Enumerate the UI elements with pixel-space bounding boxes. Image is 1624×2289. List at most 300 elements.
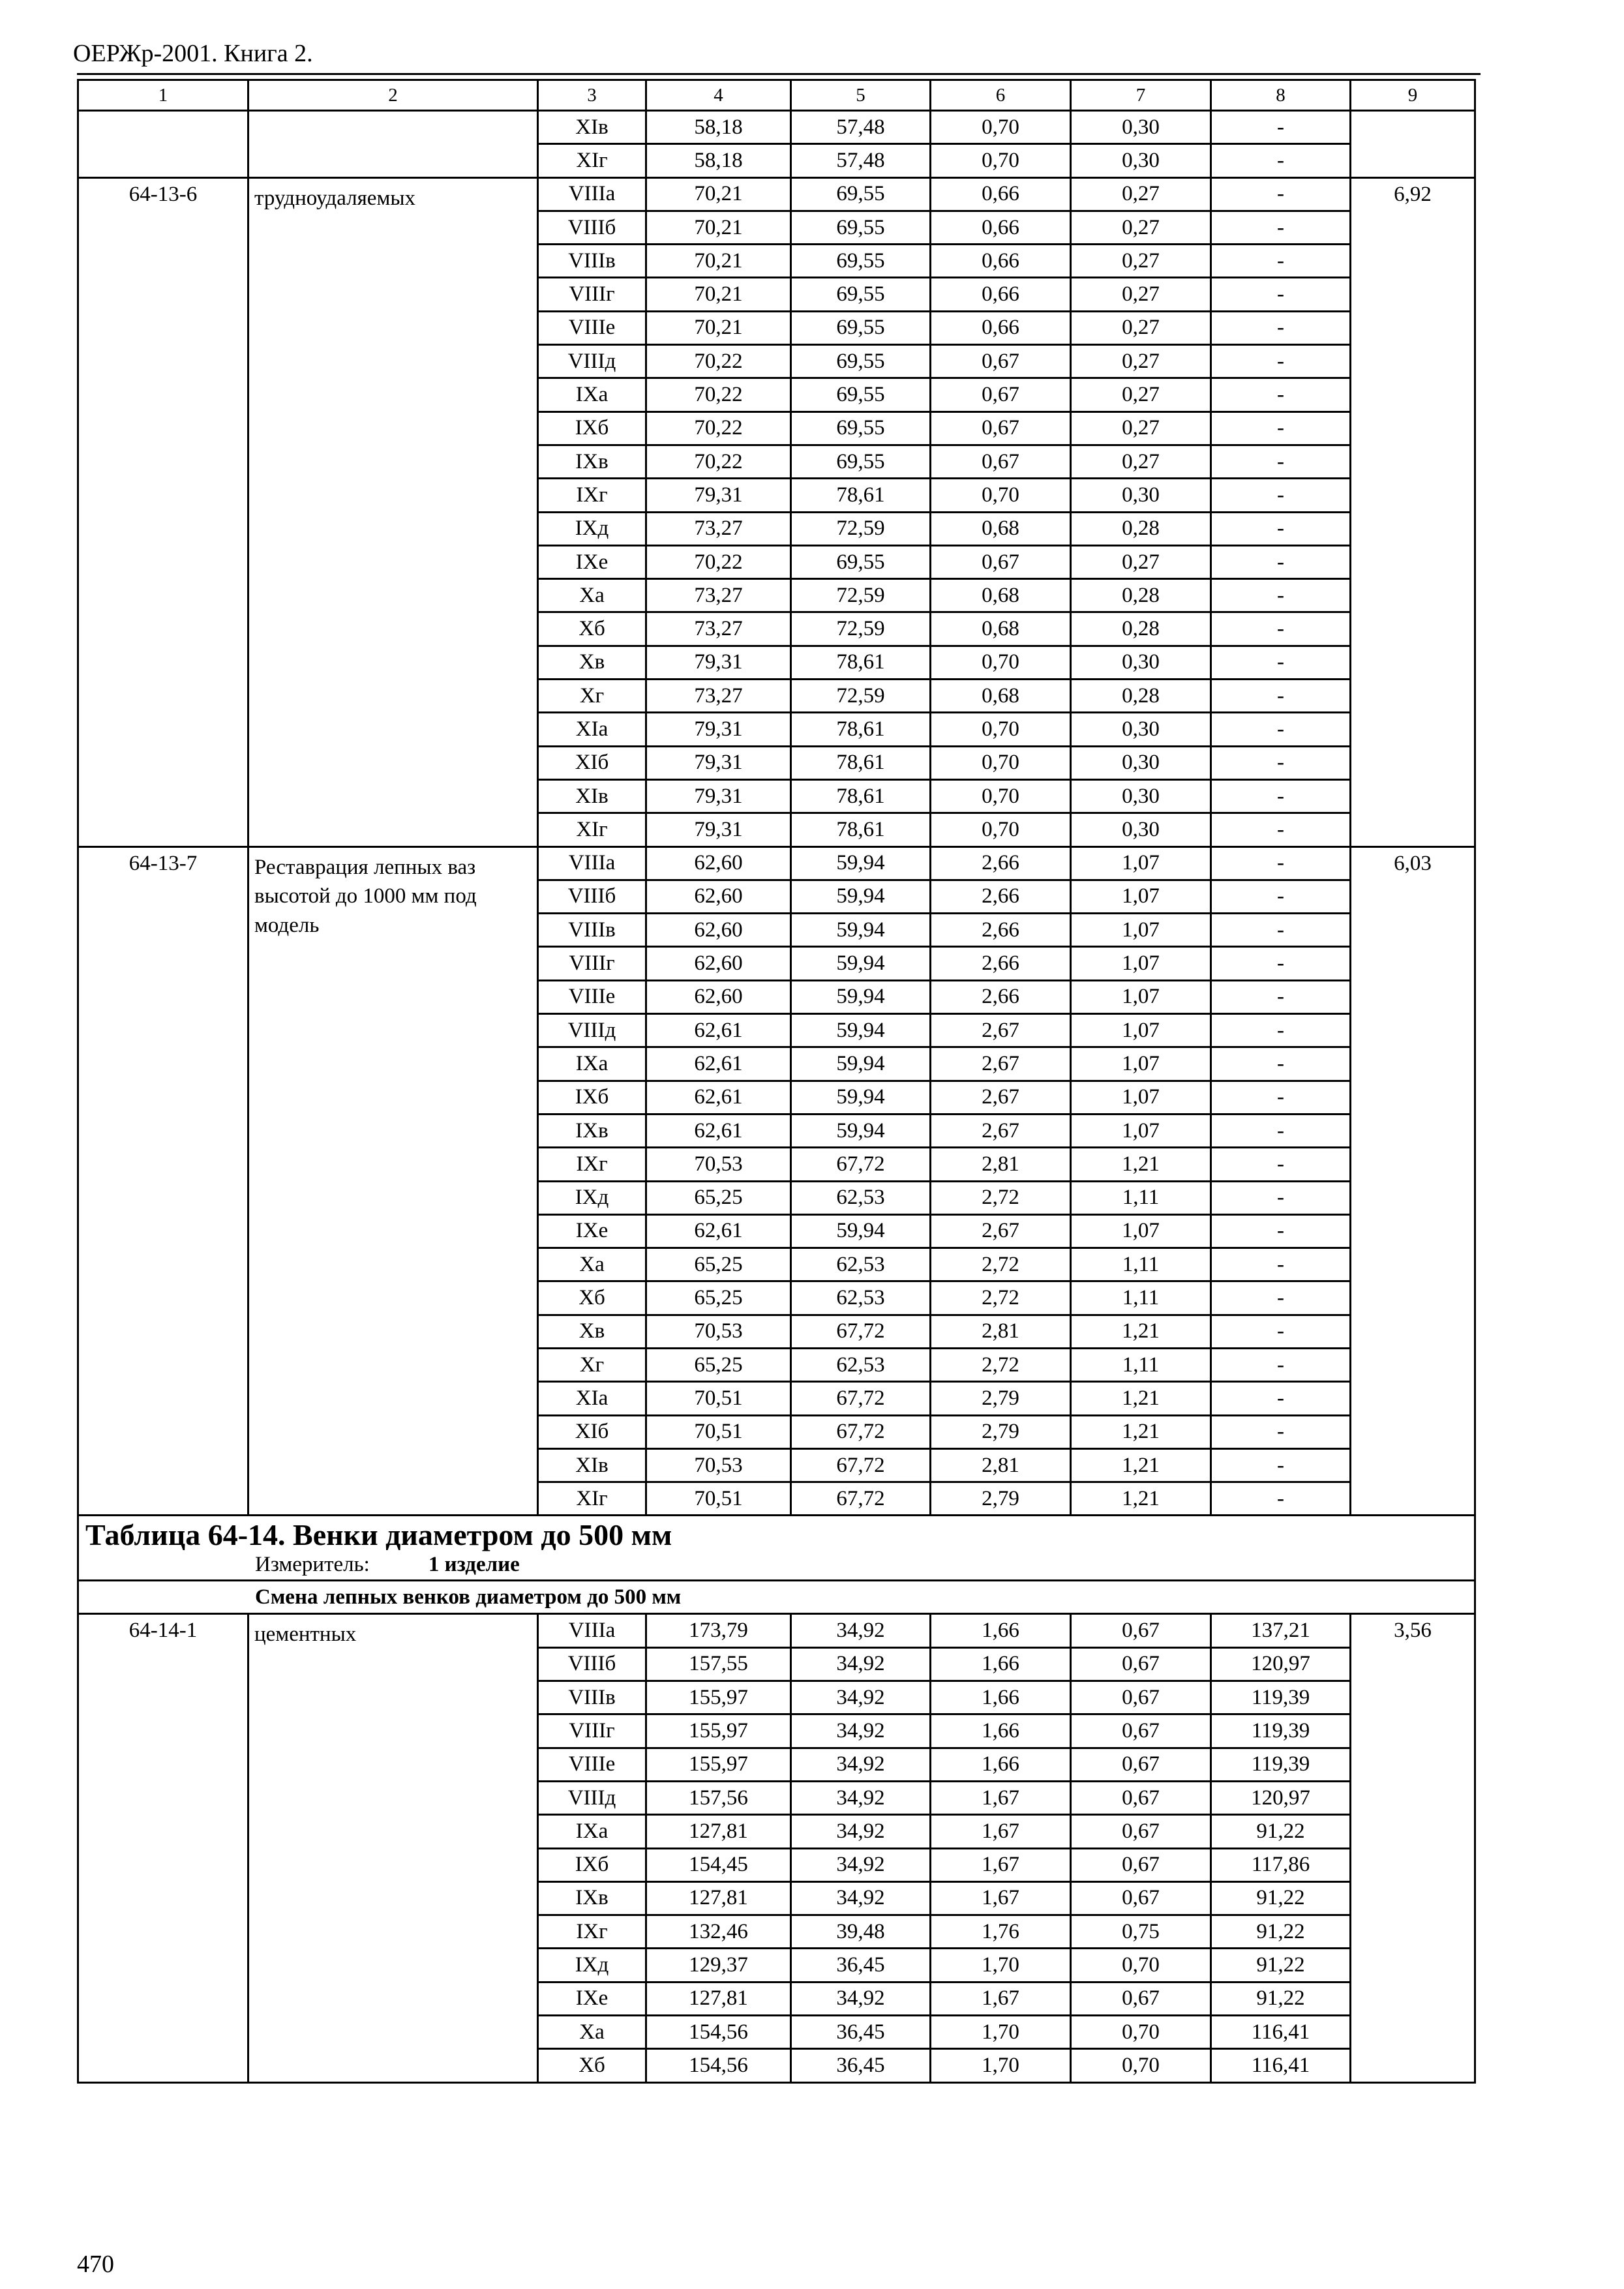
work-description: цементных (248, 1614, 538, 2082)
table-cell: 0,70 (931, 813, 1071, 846)
table-cell: 69,55 (791, 177, 931, 211)
table-cell: IXе (538, 1214, 646, 1248)
table-cell: XIг (538, 144, 646, 177)
table-cell: 127,81 (646, 1881, 791, 1915)
table-cell: 91,22 (1211, 1982, 1351, 2015)
table-cell: 70,51 (646, 1415, 791, 1448)
table-cell: 69,55 (791, 311, 931, 344)
table-cell: - (1211, 378, 1351, 411)
table-cell: 0,66 (931, 211, 1071, 244)
table-cell: 0,68 (931, 612, 1071, 646)
table-cell: 62,60 (646, 914, 791, 947)
table-cell: XIв (538, 779, 646, 813)
table-cell: 1,70 (931, 1949, 1071, 1982)
table-cell: 0,66 (931, 311, 1071, 344)
table-cell: 73,27 (646, 612, 791, 646)
table-cell: 132,46 (646, 1915, 791, 1949)
table-cell: VIIIг (538, 1714, 646, 1748)
table-cell: 34,92 (791, 1614, 931, 1647)
table-cell: 0,67 (931, 545, 1071, 578)
table-cell: 0,27 (1071, 245, 1211, 278)
table-row (78, 1614, 1475, 1647)
table-cell: - (1211, 914, 1351, 947)
table-cell: VIIIа (538, 1614, 646, 1647)
table-cell: VIIIе (538, 1748, 646, 1781)
table-cell: 69,55 (791, 411, 931, 445)
table-row (78, 177, 1475, 211)
rate-code (78, 111, 248, 178)
table-cell: VIIIа (538, 846, 646, 880)
table-cell: 0,70 (1071, 2016, 1211, 2049)
table-cell: 119,39 (1211, 1714, 1351, 1748)
table-cell: 70,22 (646, 545, 791, 578)
table-cell: 1,11 (1071, 1348, 1211, 1381)
table-cell: 69,55 (791, 545, 931, 578)
table-cell: - (1211, 612, 1351, 646)
table-cell: 0,67 (1071, 1748, 1211, 1781)
subheading: Смена лепных венков диаметром до 500 мм (78, 1581, 1475, 1614)
table-cell: - (1211, 311, 1351, 344)
table-cell: 59,94 (791, 846, 931, 880)
table-cell: 70,22 (646, 378, 791, 411)
table-cell: 1,67 (931, 1881, 1071, 1915)
table-cell: 67,72 (791, 1448, 931, 1482)
table-cell: 0,66 (931, 177, 1071, 211)
table-cell: 0,67 (1071, 1681, 1211, 1714)
table-cell: 155,97 (646, 1681, 791, 1714)
table-cell: 1,67 (931, 1815, 1071, 1848)
table-cell: IXе (538, 545, 646, 578)
table-cell: - (1211, 1315, 1351, 1348)
table-cell: - (1211, 177, 1351, 211)
table-cell: 120,97 (1211, 1781, 1351, 1814)
table-cell: 73,27 (646, 512, 791, 545)
table-cell: 62,61 (646, 1114, 791, 1147)
table-cell: 1,70 (931, 2049, 1071, 2082)
table-cell: 1,66 (931, 1681, 1071, 1714)
table-cell: Xг (538, 1348, 646, 1381)
table-cell: 62,53 (791, 1248, 931, 1281)
table-cell: - (1211, 713, 1351, 746)
table-cell: Xб (538, 1281, 646, 1315)
table-cell: VIIIд (538, 345, 646, 378)
table-cell: 154,45 (646, 1848, 791, 1881)
table-cell: 62,60 (646, 880, 791, 913)
table-cell: 79,31 (646, 813, 791, 846)
table-cell: VIIIв (538, 1681, 646, 1714)
column-number: 3 (538, 80, 646, 111)
table-cell: 65,25 (646, 1181, 791, 1214)
table-cell: VIIIе (538, 980, 646, 1013)
table-cell: 34,92 (791, 1748, 931, 1781)
work-description: Реставрация лепных ваз высотой до 1000 мм под модель (248, 846, 538, 1516)
table-cell: - (1211, 1081, 1351, 1114)
column-number: 9 (1351, 80, 1475, 111)
table-cell: 2,79 (931, 1382, 1071, 1415)
table-cell: 69,55 (791, 278, 931, 311)
table-cell: 1,66 (931, 1647, 1071, 1681)
table-cell: 1,11 (1071, 1181, 1211, 1214)
table-cell: 127,81 (646, 1982, 791, 2015)
table-cell: 69,55 (791, 245, 931, 278)
table-cell: 0,28 (1071, 680, 1211, 713)
table-cell: - (1211, 245, 1351, 278)
rate-code: 64-14-1 (78, 1614, 248, 2082)
table-cell: 2,67 (931, 1014, 1071, 1047)
table-cell: 1,21 (1071, 1415, 1211, 1448)
table-cell: - (1211, 345, 1351, 378)
table-cell: 0,28 (1071, 512, 1211, 545)
table-cell: 0,70 (931, 479, 1071, 512)
table-cell: - (1211, 1014, 1351, 1047)
table-title: Таблица 64-14. Венки диаметром до 500 мм (85, 1518, 672, 1552)
table-cell: 39,48 (791, 1915, 931, 1949)
table-cell: - (1211, 211, 1351, 244)
table-cell: 70,21 (646, 311, 791, 344)
table-cell: VIIIб (538, 1647, 646, 1681)
table-cell: 1,21 (1071, 1148, 1211, 1181)
column-number: 5 (791, 80, 931, 111)
table-cell: 2,81 (931, 1148, 1071, 1181)
table-cell: IXв (538, 445, 646, 478)
table-cell: 34,92 (791, 1681, 931, 1714)
table-cell: 1,70 (931, 2016, 1071, 2049)
table-cell: 78,61 (791, 479, 931, 512)
table-cell: 59,94 (791, 1014, 931, 1047)
table-cell: 2,67 (931, 1081, 1071, 1114)
table-cell: 0,67 (1071, 1982, 1211, 2015)
table-cell: - (1211, 947, 1351, 980)
table-cell: 62,53 (791, 1181, 931, 1214)
table-cell: 65,25 (646, 1348, 791, 1381)
table-cell: IXа (538, 1815, 646, 1848)
table-cell: 69,55 (791, 445, 931, 478)
table-cell: 59,94 (791, 880, 931, 913)
table-cell: 70,51 (646, 1382, 791, 1415)
table-cell: 1,21 (1071, 1382, 1211, 1415)
table-cell: 62,61 (646, 1014, 791, 1047)
coefficient-value: 6,03 (1351, 846, 1475, 1516)
table-cell: 0,67 (1071, 1848, 1211, 1881)
column-number: 1 (78, 80, 248, 111)
meter-value: 1 изделие (428, 1553, 520, 1577)
table-cell: VIIIв (538, 245, 646, 278)
table-cell: 155,97 (646, 1714, 791, 1748)
table-cell: 2,72 (931, 1248, 1071, 1281)
table-cell: 2,81 (931, 1448, 1071, 1482)
table-cell: 1,11 (1071, 1281, 1211, 1315)
table-cell: XIг (538, 813, 646, 846)
table-cell: - (1211, 1148, 1351, 1181)
table-cell: 0,27 (1071, 411, 1211, 445)
table-cell: 2,79 (931, 1482, 1071, 1516)
table-cell: 57,48 (791, 111, 931, 144)
table-cell: 67,72 (791, 1415, 931, 1448)
table-cell: 157,56 (646, 1781, 791, 1814)
page-header: ОЕРЖр-2001. Книга 2. (73, 40, 313, 67)
table-cell: 0,68 (931, 579, 1071, 612)
table-cell: 0,67 (1071, 1714, 1211, 1748)
table-cell: - (1211, 1181, 1351, 1214)
table-cell: 0,67 (931, 345, 1071, 378)
table-cell: - (1211, 545, 1351, 578)
table-cell: 59,94 (791, 947, 931, 980)
table-cell: 1,07 (1071, 880, 1211, 913)
table-cell: 0,67 (931, 378, 1071, 411)
table-cell: 1,76 (931, 1915, 1071, 1949)
table-cell: 79,31 (646, 779, 791, 813)
table-cell: 62,60 (646, 947, 791, 980)
table-cell: 59,94 (791, 1047, 931, 1081)
table-row (78, 846, 1475, 880)
table-cell: 78,61 (791, 779, 931, 813)
table-cell: 67,72 (791, 1148, 931, 1181)
work-description (248, 111, 538, 178)
table-cell: 2,66 (931, 846, 1071, 880)
table-cell: 0,27 (1071, 545, 1211, 578)
table-cell: VIIIе (538, 311, 646, 344)
table-cell: 65,25 (646, 1248, 791, 1281)
table-cell: 1,07 (1071, 980, 1211, 1013)
section-title-row (78, 1516, 1475, 1581)
work-description: трудноудаляемых (248, 177, 538, 846)
table-cell: - (1211, 579, 1351, 612)
table-cell: 62,61 (646, 1047, 791, 1081)
table-cell: 62,61 (646, 1214, 791, 1248)
coefficient-value (1351, 111, 1475, 178)
table-cell: 119,39 (1211, 1681, 1351, 1714)
table-cell: - (1211, 1382, 1351, 1415)
table-cell: 1,07 (1071, 947, 1211, 980)
table-cell: - (1211, 813, 1351, 846)
rate-code: 64-13-6 (78, 177, 248, 846)
table-cell: - (1211, 1214, 1351, 1248)
table-cell: VIIIд (538, 1014, 646, 1047)
table-cell: VIIIб (538, 211, 646, 244)
table-cell: 34,92 (791, 1848, 931, 1881)
table-cell: Xа (538, 579, 646, 612)
table-cell: 0,28 (1071, 579, 1211, 612)
table-cell: 91,22 (1211, 1949, 1351, 1982)
column-number: 8 (1211, 80, 1351, 111)
table-cell: 157,55 (646, 1647, 791, 1681)
table-cell: 36,45 (791, 1949, 931, 1982)
table-cell: - (1211, 278, 1351, 311)
table-cell: 70,21 (646, 211, 791, 244)
table-cell: - (1211, 144, 1351, 177)
table-cell: 0,70 (931, 646, 1071, 679)
table-cell: 67,72 (791, 1482, 931, 1516)
table-cell: IXд (538, 1181, 646, 1214)
table-cell: 1,21 (1071, 1448, 1211, 1482)
table-cell: Xб (538, 2049, 646, 2082)
table-cell: - (1211, 411, 1351, 445)
table-cell: 59,94 (791, 1214, 931, 1248)
table-cell: 67,72 (791, 1382, 931, 1415)
table-cell: 119,39 (1211, 1748, 1351, 1781)
table-cell: 69,55 (791, 378, 931, 411)
table-cell: - (1211, 1348, 1351, 1381)
table-cell: - (1211, 680, 1351, 713)
table-cell: 0,27 (1071, 345, 1211, 378)
table-cell: 1,07 (1071, 914, 1211, 947)
table-cell: VIIIв (538, 914, 646, 947)
table-cell: 0,27 (1071, 278, 1211, 311)
table-cell: IXб (538, 1081, 646, 1114)
table-cell: 34,92 (791, 1881, 931, 1915)
table-cell: VIIIд (538, 1781, 646, 1814)
table-cell: Xв (538, 1315, 646, 1348)
table-cell: VIIIг (538, 278, 646, 311)
table-cell: VIIIб (538, 880, 646, 913)
table-cell: - (1211, 1114, 1351, 1147)
table-cell: 1,07 (1071, 1014, 1211, 1047)
column-number: 6 (931, 80, 1071, 111)
table-cell: IXб (538, 1848, 646, 1881)
table-cell: 34,92 (791, 1982, 931, 2015)
table-cell: 79,31 (646, 746, 791, 779)
table-cell: 2,67 (931, 1047, 1071, 1081)
column-number-row (78, 80, 1475, 111)
table-cell: 91,22 (1211, 1881, 1351, 1915)
rate-code: 64-13-7 (78, 846, 248, 1516)
table-cell: 91,22 (1211, 1815, 1351, 1848)
table-cell: 62,53 (791, 1281, 931, 1315)
table-cell: 58,18 (646, 111, 791, 144)
table-cell: 2,81 (931, 1315, 1071, 1348)
table-row (78, 111, 1475, 144)
coefficient-value: 3,56 (1351, 1614, 1475, 2082)
table-cell: 67,72 (791, 1315, 931, 1348)
table-cell: 79,31 (646, 479, 791, 512)
table-cell: 0,70 (931, 111, 1071, 144)
table-cell: IXа (538, 1047, 646, 1081)
table-cell: 2,66 (931, 880, 1071, 913)
table-cell: Xв (538, 646, 646, 679)
table-cell: 70,22 (646, 411, 791, 445)
table-cell: IXб (538, 411, 646, 445)
table-cell: - (1211, 445, 1351, 478)
table-cell: 1,07 (1071, 1214, 1211, 1248)
table-cell: 0,70 (1071, 1949, 1211, 1982)
table-cell: 79,31 (646, 646, 791, 679)
table-cell: 0,30 (1071, 813, 1211, 846)
table-cell: 2,72 (931, 1348, 1071, 1381)
table-cell: 0,67 (931, 411, 1071, 445)
table-cell: 0,67 (1071, 1614, 1211, 1647)
table-cell: 0,66 (931, 278, 1071, 311)
table-cell: 2,72 (931, 1181, 1071, 1214)
table-cell: 78,61 (791, 713, 931, 746)
table-cell: 78,61 (791, 746, 931, 779)
table-cell: 34,92 (791, 1815, 931, 1848)
table-cell: 70,53 (646, 1315, 791, 1348)
table-cell: IXд (538, 512, 646, 545)
table-cell: 1,66 (931, 1748, 1071, 1781)
table-cell: 1,67 (931, 1982, 1071, 2015)
table-cell: 2,66 (931, 914, 1071, 947)
table-cell: XIв (538, 1448, 646, 1482)
table-cell: 34,92 (791, 1781, 931, 1814)
table-cell: 0,67 (1071, 1647, 1211, 1681)
table-cell: 0,30 (1071, 746, 1211, 779)
subheading-row (78, 1581, 1475, 1614)
table-cell: 1,67 (931, 1781, 1071, 1814)
table-cell: IXа (538, 378, 646, 411)
header-rule (77, 73, 1481, 75)
table-cell: 0,68 (931, 512, 1071, 545)
table-cell: 0,75 (1071, 1915, 1211, 1949)
table-cell: 69,55 (791, 211, 931, 244)
table-cell: - (1211, 880, 1351, 913)
table-cell: 1,11 (1071, 1248, 1211, 1281)
table-cell: 70,53 (646, 1148, 791, 1181)
table-cell: - (1211, 1281, 1351, 1315)
table-cell: 127,81 (646, 1815, 791, 1848)
table-cell: 2,66 (931, 947, 1071, 980)
table-cell: 59,94 (791, 1114, 931, 1147)
table-cell: 0,30 (1071, 111, 1211, 144)
table-cell: 0,27 (1071, 378, 1211, 411)
table-cell: 70,22 (646, 445, 791, 478)
table-cell: 34,92 (791, 1714, 931, 1748)
table-cell: 0,70 (931, 713, 1071, 746)
table-cell: 1,66 (931, 1614, 1071, 1647)
table-cell: 0,30 (1071, 479, 1211, 512)
table-cell: - (1211, 111, 1351, 144)
table-cell: 116,41 (1211, 2016, 1351, 2049)
meter-line (85, 1554, 1474, 1579)
table-cell: XIа (538, 713, 646, 746)
table-cell: 59,94 (791, 1081, 931, 1114)
table-cell: 120,97 (1211, 1647, 1351, 1681)
table-cell: 62,53 (791, 1348, 931, 1381)
table-cell: XIг (538, 1482, 646, 1516)
table-cell: 1,07 (1071, 846, 1211, 880)
table-cell: 116,41 (1211, 2049, 1351, 2082)
table-cell: 2,79 (931, 1415, 1071, 1448)
table-cell: 72,59 (791, 612, 931, 646)
table-cell: - (1211, 779, 1351, 813)
column-number: 7 (1071, 80, 1211, 111)
table-cell: IXг (538, 1915, 646, 1949)
table-cell: - (1211, 1448, 1351, 1482)
table-cell: 0,27 (1071, 311, 1211, 344)
table-cell: 73,27 (646, 680, 791, 713)
column-number: 4 (646, 80, 791, 111)
table-cell: 59,94 (791, 914, 931, 947)
coefficient-value: 6,92 (1351, 177, 1475, 846)
table-cell: 129,37 (646, 1949, 791, 1982)
table-cell: Xб (538, 612, 646, 646)
table-cell: 1,67 (931, 1848, 1071, 1881)
table-cell: 78,61 (791, 646, 931, 679)
table-cell: IXе (538, 1982, 646, 2015)
table-cell: 2,66 (931, 980, 1071, 1013)
table-cell: 73,27 (646, 579, 791, 612)
table-cell: 59,94 (791, 980, 931, 1013)
table-cell: 154,56 (646, 2016, 791, 2049)
table-cell: 57,48 (791, 144, 931, 177)
table-cell: 72,59 (791, 512, 931, 545)
table-cell: 0,27 (1071, 177, 1211, 211)
table-cell: 36,45 (791, 2049, 931, 2082)
table-cell: 58,18 (646, 144, 791, 177)
table-cell: XIв (538, 111, 646, 144)
table-cell: 0,27 (1071, 445, 1211, 478)
table-cell: - (1211, 646, 1351, 679)
table-cell: 1,66 (931, 1714, 1071, 1748)
